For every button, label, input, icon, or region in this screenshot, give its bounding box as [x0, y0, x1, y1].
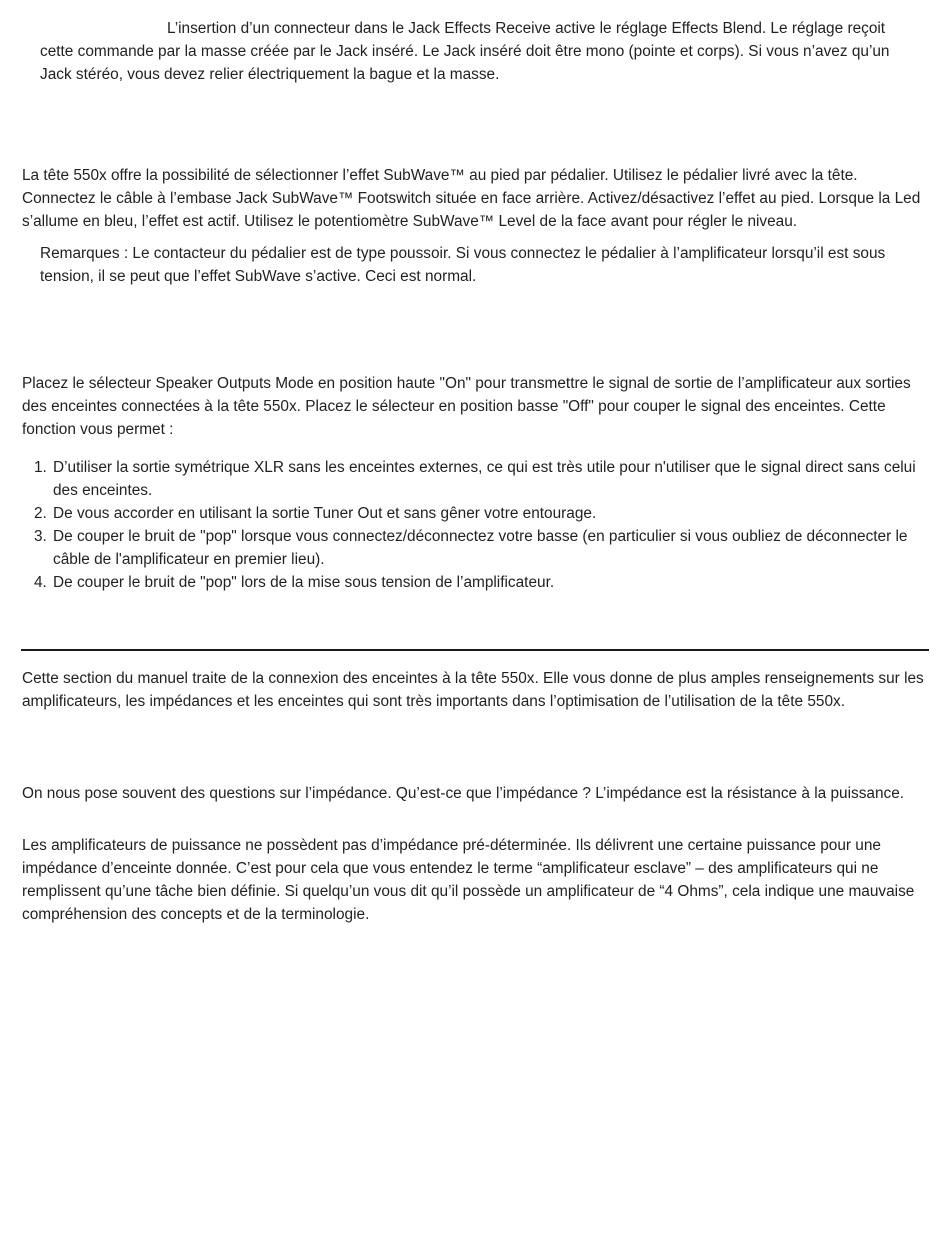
list-item: [22, 456, 922, 502]
list-item-number: 1.: [34, 459, 47, 476]
speaker-outputs-paragraph: Placez le sélecteur Speaker Outputs Mode en position haute "On" pour transmettre le signal de sortie de l’amplificateur aux sorties des enceintes connectées à la tête 550x. Placez le sélecteur en position basse "Off" pour couper le signal des enceintes. Cette fonction vous permet :: [22, 375, 911, 438]
subwave-note: Remarques : Le contacteur du pédalier est de type poussoir. Si vous connectez le pédalier à l’amplificateur lorsqu’il est sous tension, il se peut que l’effet SubWave s’active. Ceci est normal.: [40, 245, 886, 285]
speaker-outputs-list: [22, 456, 922, 594]
list-item-text: De couper le bruit de "pop" lors de la mise sous tension de l’amplificateur.: [53, 574, 555, 591]
list-item-text: De vous accorder en utilisant la sortie Tuner Out et sans gêner votre entourage.: [53, 505, 597, 522]
list-item-text: De couper le bruit de "pop" lorsque vous connectez/déconnectez votre basse (en particulier si vous oubliez de déconnecter le câble de l'amplificateur en premier lieu).: [53, 528, 908, 568]
list-item-number: 2.: [34, 505, 47, 522]
effects-receive-paragraph: L’insertion d’un connecteur dans le Jack Effects Receive active le réglage Effects Blend. Le réglage reçoit cette commande par la masse créée par le Jack inséré. Le Jack inséré doit être mono (pointe et corps). Si vous n’avez qu’un Jack stéréo, vous devez relier électriquement la bague et la masse.: [40, 20, 890, 83]
list-item: [22, 502, 922, 525]
list-item-number: 3.: [34, 528, 47, 545]
list-item: [22, 525, 922, 571]
impedance-paragraph-1: On nous pose souvent des questions sur l’impédance. Qu’est-ce que l’impédance ? L’impédance est la résistance à la puissance.: [22, 785, 905, 802]
section-intro-paragraph: Cette section du manuel traite de la connexion des enceintes à la tête 550x. Elle vous donne de plus amples renseignements sur les amplificateurs, les impédances et les enceintes qui sont très importants dans l’optimisation de l’utilisation de la tête 550x.: [22, 670, 924, 710]
section-divider: [21, 649, 929, 651]
list-item: [22, 571, 922, 594]
subwave-footswitch-paragraph: La tête 550x offre la possibilité de sélectionner l’effet SubWave™ au pied par pédalier. Utilisez le pédalier livré avec la tête. Connectez le câble à l’embase Jack SubWave™ Footswitch située en face arrière. Activez/désactivez l’effet au pied. Lorsque la Led s’allume en bleu, l’effet est actif. Utilisez le potentiomètre SubWave™ Level de la face avant pour régler le niveau.: [22, 167, 921, 230]
list-item-text: D’utiliser la sortie symétrique XLR sans les enceintes externes, ce qui est très utile pour n'utiliser que le signal direct sans celui des enceintes.: [53, 459, 916, 499]
list-item-number: 4.: [34, 574, 47, 591]
impedance-paragraph-2: Les amplificateurs de puissance ne possèdent pas d’impédance pré-déterminée. Ils délivrent une certaine puissance pour une impédance d’enceinte donnée. C’est pour cela que vous entendez le terme “amplificateur esclave” – des amplificateurs qui ne remplissent qu’une tâche bien définie. Si quelqu’un vous dit qu’il possède un amplificateur de “4 Ohms”, cela indique une mauvaise compréhension des concepts et de la terminologie.: [22, 837, 915, 923]
